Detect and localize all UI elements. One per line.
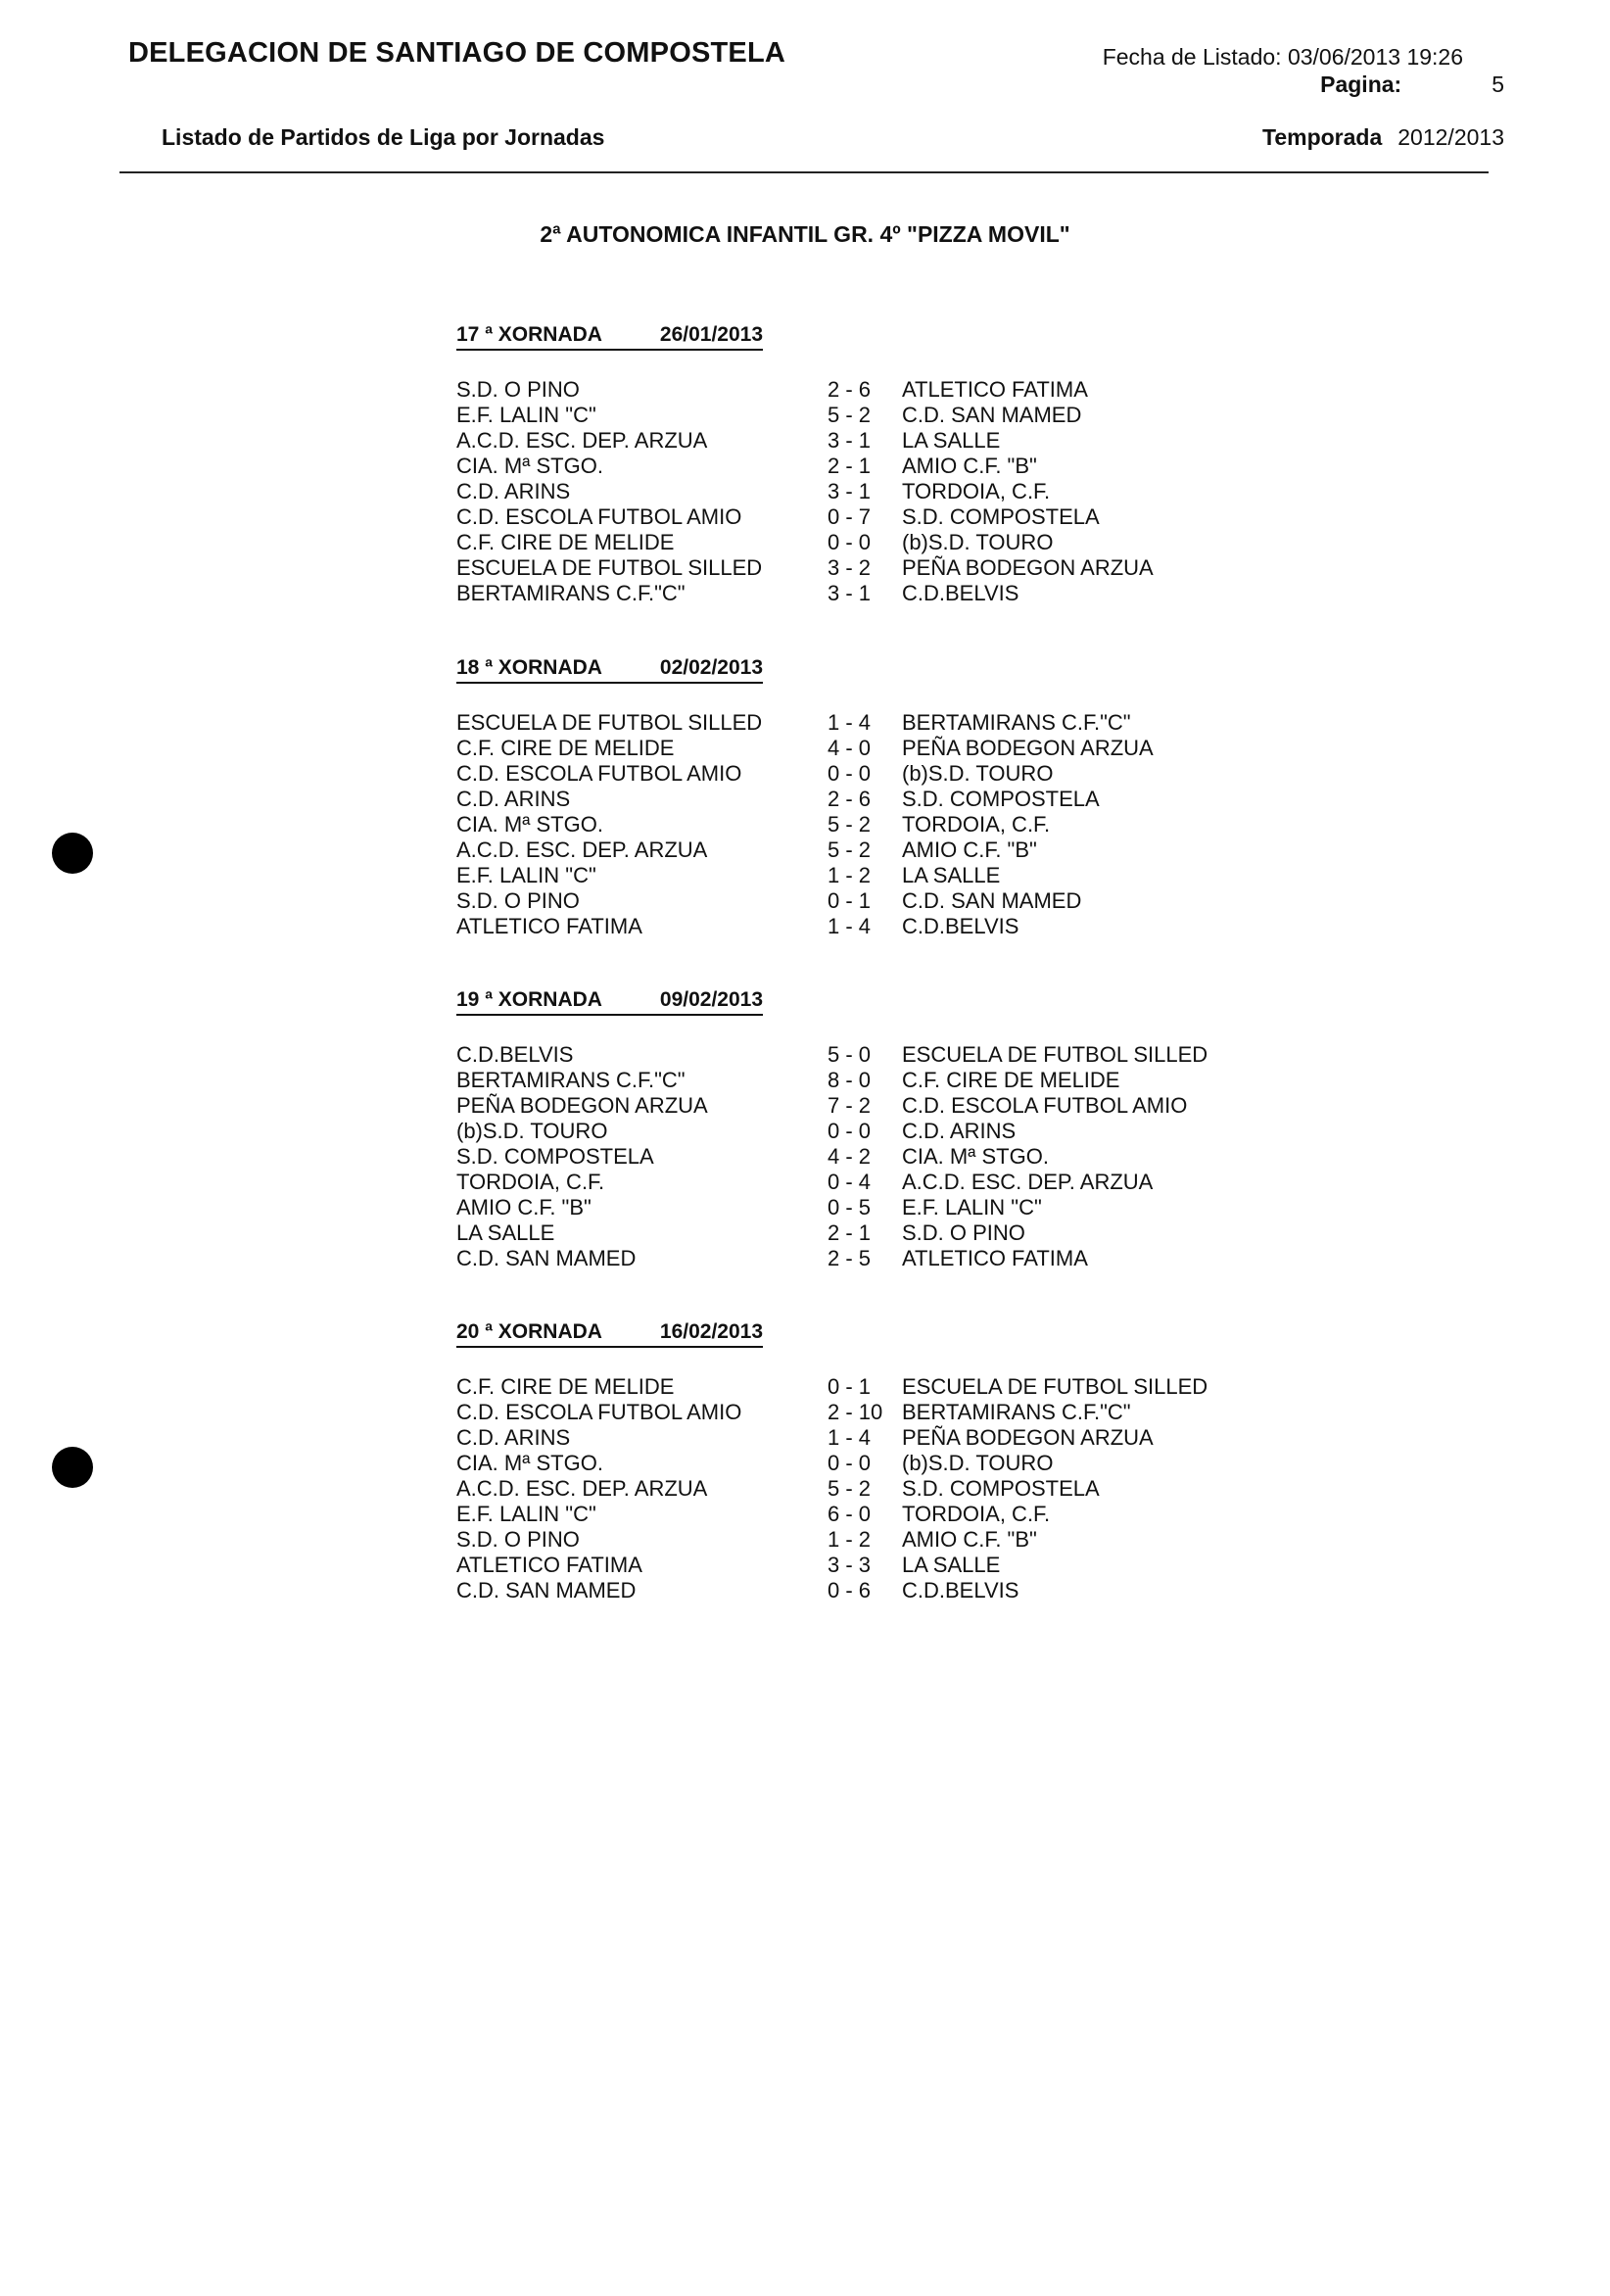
- away-team: S.D. O PINO: [902, 1220, 1025, 1245]
- away-team: LA SALLE: [902, 1553, 1001, 1577]
- home-team: S.D. O PINO: [456, 377, 580, 402]
- home-team: A.C.D. ESC. DEP. ARZUA: [456, 837, 708, 862]
- score: 0 - 1: [828, 1374, 872, 1399]
- document-title: DELEGACION DE SANTIAGO DE COMPOSTELA: [128, 37, 786, 69]
- home-team: C.D. ARINS: [456, 1425, 571, 1450]
- home-team: ESCUELA DE FUTBOL SILLED: [456, 555, 763, 580]
- away-team: PEÑA BODEGON ARZUA: [902, 555, 1154, 580]
- away-team: AMIO C.F. "B": [902, 837, 1037, 862]
- score: 8 - 0: [828, 1068, 872, 1092]
- match-row: [456, 530, 1338, 555]
- match-row: [456, 761, 1338, 787]
- round-date: 26/01/2013: [659, 323, 763, 346]
- score: 1 - 4: [828, 710, 872, 735]
- score: 0 - 6: [828, 1578, 872, 1602]
- match-row: [456, 1068, 1338, 1093]
- score: 1 - 4: [828, 914, 872, 938]
- match-row: [456, 710, 1338, 736]
- match-row: [456, 581, 1338, 606]
- home-team: C.F. CIRE DE MELIDE: [456, 1374, 675, 1399]
- home-team: BERTAMIRANS C.F."C": [456, 581, 686, 605]
- score: 3 - 1: [828, 428, 872, 453]
- round-header: [456, 323, 763, 351]
- home-team: BERTAMIRANS C.F."C": [456, 1068, 686, 1092]
- match-row: [456, 479, 1338, 504]
- away-team: ESCUELA DE FUTBOL SILLED: [902, 1374, 1208, 1399]
- match-row: [456, 1578, 1338, 1603]
- match-row: [456, 555, 1338, 581]
- match-row: [456, 1119, 1338, 1144]
- score: 5 - 2: [828, 1476, 872, 1501]
- match-row: [456, 1170, 1338, 1195]
- away-team: C.F. CIRE DE MELIDE: [902, 1068, 1120, 1092]
- listing-date-label: Fecha de Listado:: [1102, 44, 1282, 70]
- listing-date-value: 03/06/2013 19:26: [1287, 44, 1463, 70]
- match-row: [456, 403, 1338, 428]
- round-block: [456, 988, 1338, 1271]
- listing-subtitle: Listado de Partidos de Liga por Jornadas: [162, 124, 605, 150]
- away-team: ESCUELA DE FUTBOL SILLED: [902, 1042, 1208, 1067]
- page-number-label: Pagina:: [1320, 72, 1402, 97]
- match-list: [456, 710, 1338, 939]
- round-name: 20 ª XORNADA: [456, 1320, 602, 1343]
- round-header: [456, 656, 763, 684]
- match-row: [456, 1400, 1338, 1425]
- score: 2 - 10: [828, 1400, 883, 1424]
- match-list: [456, 377, 1338, 606]
- round-name: 18 ª XORNADA: [456, 656, 602, 679]
- round-header: [456, 1320, 763, 1348]
- round-block: [456, 656, 1338, 939]
- score: 6 - 0: [828, 1502, 872, 1526]
- home-team: C.D. SAN MAMED: [456, 1246, 637, 1270]
- away-team: C.D. SAN MAMED: [902, 403, 1082, 427]
- score: 0 - 5: [828, 1195, 872, 1220]
- score: 5 - 2: [828, 403, 872, 427]
- away-team: TORDOIA, C.F.: [902, 479, 1051, 503]
- season: [1262, 124, 1504, 151]
- score: 1 - 2: [828, 863, 872, 887]
- away-team: LA SALLE: [902, 863, 1001, 887]
- score: 0 - 4: [828, 1170, 872, 1194]
- round-date: 02/02/2013: [659, 656, 763, 679]
- round-date: 16/02/2013: [659, 1320, 763, 1343]
- match-row: [456, 1527, 1338, 1553]
- match-row: [456, 1374, 1338, 1400]
- match-row: [456, 1042, 1338, 1068]
- away-team: (b)S.D. TOURO: [902, 530, 1054, 554]
- away-team: BERTAMIRANS C.F."C": [902, 710, 1131, 735]
- home-team: A.C.D. ESC. DEP. ARZUA: [456, 428, 708, 453]
- away-team: ATLETICO FATIMA: [902, 377, 1088, 402]
- home-team: C.F. CIRE DE MELIDE: [456, 530, 675, 554]
- away-team: S.D. COMPOSTELA: [902, 787, 1100, 811]
- away-team: TORDOIA, C.F.: [902, 812, 1051, 837]
- match-row: [456, 1246, 1338, 1271]
- round-name: 17 ª XORNADA: [456, 323, 602, 346]
- home-team: ATLETICO FATIMA: [456, 1553, 642, 1577]
- match-row: [456, 837, 1338, 863]
- home-team: CIA. Mª STGO.: [456, 1451, 603, 1475]
- home-team: (b)S.D. TOURO: [456, 1119, 608, 1143]
- away-team: BERTAMIRANS C.F."C": [902, 1400, 1131, 1424]
- score: 0 - 0: [828, 1119, 872, 1143]
- match-row: [456, 1502, 1338, 1527]
- score: 2 - 5: [828, 1246, 872, 1270]
- match-row: [456, 504, 1338, 530]
- score: 2 - 6: [828, 787, 872, 811]
- home-team: A.C.D. ESC. DEP. ARZUA: [456, 1476, 708, 1501]
- score: 7 - 2: [828, 1093, 872, 1118]
- score: 3 - 1: [828, 479, 872, 503]
- match-row: [456, 428, 1338, 454]
- match-list: [456, 1042, 1338, 1271]
- away-team: (b)S.D. TOURO: [902, 761, 1054, 786]
- home-team: C.D.BELVIS: [456, 1042, 574, 1067]
- away-team: S.D. COMPOSTELA: [902, 1476, 1100, 1501]
- round-block: [456, 1320, 1338, 1603]
- match-row: [456, 377, 1338, 403]
- score: 5 - 2: [828, 812, 872, 837]
- match-row: [456, 1144, 1338, 1170]
- home-team: C.D. SAN MAMED: [456, 1578, 637, 1602]
- away-team: C.D.BELVIS: [902, 1578, 1019, 1602]
- home-team: C.F. CIRE DE MELIDE: [456, 736, 675, 760]
- away-team: E.F. LALIN "C": [902, 1195, 1042, 1220]
- home-team: ESCUELA DE FUTBOL SILLED: [456, 710, 763, 735]
- home-team: E.F. LALIN "C": [456, 863, 596, 887]
- match-row: [456, 1476, 1338, 1502]
- punch-hole: [52, 1447, 93, 1488]
- away-team: (b)S.D. TOURO: [902, 1451, 1054, 1475]
- round-date: 09/02/2013: [659, 988, 763, 1011]
- competition-title: 2ª AUTONOMICA INFANTIL GR. 4º "PIZZA MOVIL": [540, 221, 1070, 247]
- match-row: [456, 1195, 1338, 1220]
- match-row: [456, 1553, 1338, 1578]
- away-team: ATLETICO FATIMA: [902, 1246, 1088, 1270]
- match-row: [456, 1093, 1338, 1119]
- match-row: [456, 736, 1338, 761]
- home-team: PEÑA BODEGON ARZUA: [456, 1093, 708, 1118]
- away-team: C.D.BELVIS: [902, 581, 1019, 605]
- home-team: C.D. ARINS: [456, 479, 571, 503]
- round-header: [456, 988, 763, 1016]
- away-team: S.D. COMPOSTELA: [902, 504, 1100, 529]
- score: 0 - 1: [828, 888, 872, 913]
- score: 2 - 6: [828, 377, 872, 402]
- match-row: [456, 1425, 1338, 1451]
- score: 3 - 2: [828, 555, 872, 580]
- season-label: Temporada: [1261, 124, 1383, 150]
- score: 0 - 0: [828, 530, 872, 554]
- home-team: ATLETICO FATIMA: [456, 914, 642, 938]
- away-team: C.D. ESCOLA FUTBOL AMIO: [902, 1093, 1188, 1118]
- score: 2 - 1: [828, 1220, 872, 1245]
- score: 3 - 1: [828, 581, 872, 605]
- match-row: [456, 1220, 1338, 1246]
- score: 0 - 7: [828, 504, 872, 529]
- punch-hole: [52, 833, 93, 874]
- away-team: C.D. SAN MAMED: [902, 888, 1082, 913]
- score: 1 - 4: [828, 1425, 872, 1450]
- away-team: PEÑA BODEGON ARZUA: [902, 736, 1154, 760]
- match-list: [456, 1374, 1338, 1603]
- page-number-value: 5: [1492, 72, 1504, 97]
- match-row: [456, 863, 1338, 888]
- score: 0 - 0: [828, 761, 872, 786]
- away-team: CIA. Mª STGO.: [902, 1144, 1049, 1169]
- away-team: LA SALLE: [902, 428, 1001, 453]
- home-team: E.F. LALIN "C": [456, 403, 596, 427]
- match-row: [456, 787, 1338, 812]
- round-block: [456, 323, 1338, 606]
- away-team: C.D.BELVIS: [902, 914, 1019, 938]
- home-team: C.D. ARINS: [456, 787, 571, 811]
- home-team: S.D. COMPOSTELA: [456, 1144, 654, 1169]
- score: 5 - 2: [828, 837, 872, 862]
- home-team: CIA. Mª STGO.: [456, 454, 603, 478]
- match-row: [456, 1451, 1338, 1476]
- match-row: [456, 454, 1338, 479]
- home-team: S.D. O PINO: [456, 888, 580, 913]
- home-team: C.D. ESCOLA FUTBOL AMIO: [456, 504, 742, 529]
- score: 5 - 0: [828, 1042, 872, 1067]
- score: 0 - 0: [828, 1451, 872, 1475]
- home-team: TORDOIA, C.F.: [456, 1170, 605, 1194]
- away-team: C.D. ARINS: [902, 1119, 1017, 1143]
- season-value: 2012/2013: [1397, 124, 1504, 150]
- away-team: AMIO C.F. "B": [902, 1527, 1037, 1552]
- listing-date: [1103, 44, 1463, 71]
- match-row: [456, 888, 1338, 914]
- match-row: [456, 914, 1338, 939]
- score: 2 - 1: [828, 454, 872, 478]
- round-name: 19 ª XORNADA: [456, 988, 602, 1011]
- score: 4 - 2: [828, 1144, 872, 1169]
- header-divider: [119, 171, 1489, 173]
- away-team: A.C.D. ESC. DEP. ARZUA: [902, 1170, 1154, 1194]
- away-team: PEÑA BODEGON ARZUA: [902, 1425, 1154, 1450]
- home-team: C.D. ESCOLA FUTBOL AMIO: [456, 761, 742, 786]
- score: 3 - 3: [828, 1553, 872, 1577]
- home-team: E.F. LALIN "C": [456, 1502, 596, 1526]
- score: 4 - 0: [828, 736, 872, 760]
- home-team: AMIO C.F. "B": [456, 1195, 592, 1220]
- home-team: C.D. ESCOLA FUTBOL AMIO: [456, 1400, 742, 1424]
- match-row: [456, 812, 1338, 837]
- away-team: TORDOIA, C.F.: [902, 1502, 1051, 1526]
- home-team: CIA. Mª STGO.: [456, 812, 603, 837]
- page-number: [1320, 72, 1504, 98]
- score: 1 - 2: [828, 1527, 872, 1552]
- home-team: LA SALLE: [456, 1220, 555, 1245]
- away-team: AMIO C.F. "B": [902, 454, 1037, 478]
- home-team: S.D. O PINO: [456, 1527, 580, 1552]
